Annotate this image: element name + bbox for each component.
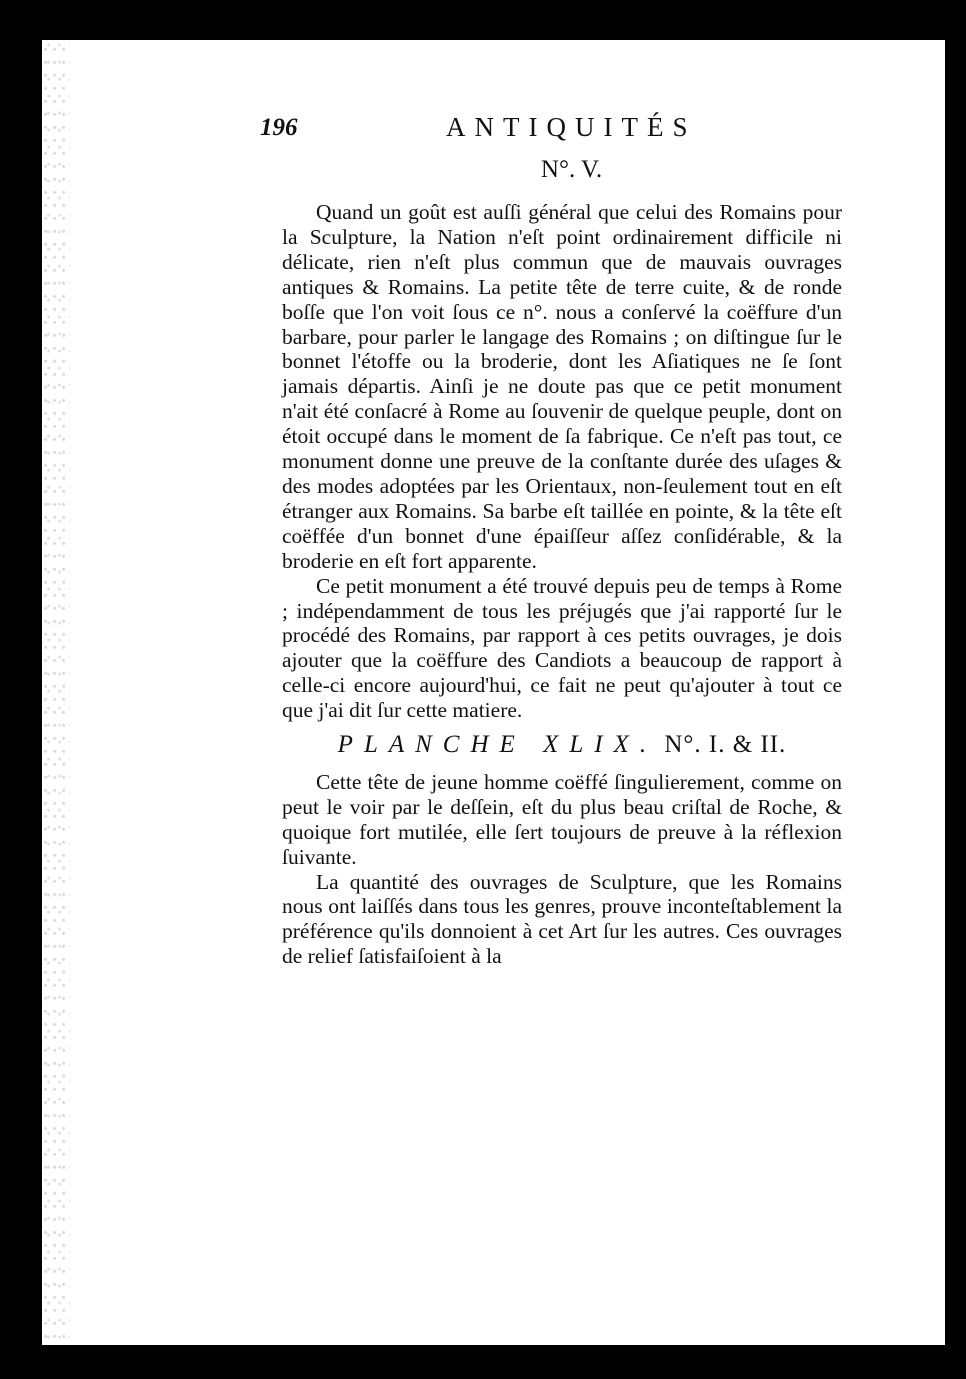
paragraph: La quantité des ouvrages de Sculpture, que les Romains nous ont laiſſés dans tous les genres, prouve inconteſtablement la préférence qu'ils donnoient à cet Art ſur les autres. Ces ouvrages de relief ſatisfaiſoient à la bbox=[282, 869, 842, 969]
running-head bbox=[42, 112, 945, 152]
section-number: N°. V. bbox=[540, 156, 603, 183]
plate-title: PLANCHE XLIX. bbox=[337, 731, 658, 759]
book-page bbox=[42, 40, 945, 1345]
body-text bbox=[282, 200, 842, 969]
page-number: 196 bbox=[260, 114, 298, 141]
paragraph: Ce petit monument a été trouvé depuis peu de temps à Rome ; indépendamment de tous les préjugés que j'ai rapporté ſur le procédé des Romains, par rapport à ces petits ouvrages, je dois ajouter que la coëffure des Candiots a beaucoup de rapport à celle-ci encore aujourd'hui, ce fait ne peut qu'ajouter à tout ce que j'ai dit ſur cette matiere. bbox=[282, 573, 842, 723]
running-title: ANTIQUITÉS bbox=[446, 112, 697, 142]
plate-numbers: N°. I. & II. bbox=[664, 731, 787, 759]
paragraph: Cette tête de jeune homme coëffé ſingulierement, comme on peut le voir par le deſſein, eſt du plus beau criſtal de Roche, & quoique fort mutilée, elle ſert toujours de preuve à la réflexion ſuivante. bbox=[282, 769, 842, 869]
plate-heading bbox=[282, 733, 842, 758]
page-edge-speckle bbox=[42, 40, 70, 1345]
paragraph: Quand un goût est auſſi général que celui des Romains pour la Sculpture, la Nation n'eſt point ordinairement difficile ni délicate, rien n'eſt plus commun que de mauvais ouvrages antiques & Romains. La petite tête de terre cuite, & de ronde boſſe que l'on voit ſous ce n°. nous a conſervé la coëffure d'un barbare, pour parler le langage des Romains ; on diſtingue ſur le bonnet l'étoffe ou la broderie, dont les Aſiatiques ne ſe ſont jamais départis. Ainſi je ne doute pas que ce petit monument n'ait été conſacré à Rome au ſouvenir de quelque peuple, dont on étoit occupé dans le moment de ſa fabrique. Ce n'eſt pas tout, ce monument donne une preuve de la conſtante durée des uſages & des modes adoptées par les Orientaux, non-ſeulement tout en eſt étranger aux Romains. Sa barbe eſt taillée en pointe, & la tête eſt coëffée d'un bonnet d'une épaiſſeur aſſez conſidérable, & la broderie en eſt fort apparente. bbox=[282, 200, 842, 573]
